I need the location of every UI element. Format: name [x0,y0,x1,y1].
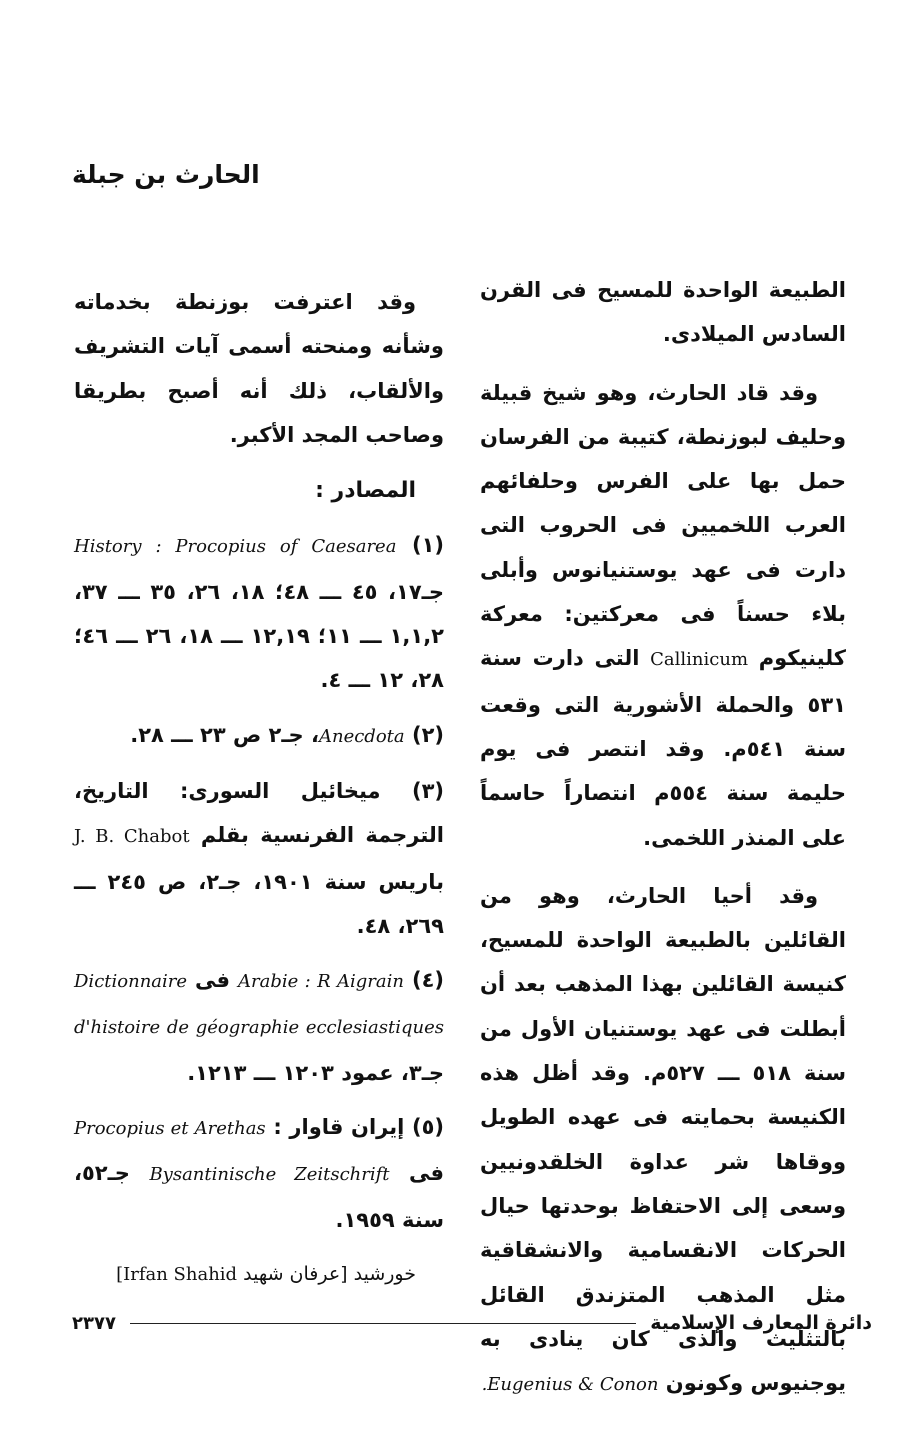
latin-citation: History : Procopius of Caesarea [74,536,397,558]
page-number: ٢٣٧٧ [72,1312,116,1334]
footer-rule [130,1323,636,1324]
paragraph-text: وقد قاد الحارث، وهو شيخ قبيلة وحليف لبوزنطة، كتيبة من الفرسان حمل بها على الفرس وحلفائهم العرب اللخميين فى الحروب التى دارت فى عهد يوستنيانوس وأبلى بلاء حسناً فى معركتين: معركة كلينيكوم [480,380,846,671]
source-number: (٢) [411,722,444,747]
latin-citation: Arabie : R Aigrain [238,971,404,993]
source-text: ، جـ٢ ص ٢٣ ـــ ٢٨. [130,722,319,747]
latin-citation: Procopius et Arethas [74,1118,266,1140]
source-text: ميخائيل السورى: التاريخ، الترجمة الفرنسية بقلم [74,778,445,848]
paragraph-text: التى دارت سنة ٥٣١ والحملة الأشورية التى وقعت سنة ٥٤١م. وقد انتصر فى يوم حليمة سنة ٥٥٤م انتصاراً حاسماً على المنذر اللخمى. [480,646,846,850]
source-entry [74,523,444,702]
paragraph [480,371,846,860]
running-head-title: الحارث بن جبلة [72,160,260,189]
source-entry [74,713,444,759]
latin-citation: Bysantinische Zeitschrift [149,1164,390,1186]
source-entry [74,769,444,948]
source-entry [74,1105,444,1242]
source-number: (١) [411,533,445,558]
source-entry [74,958,444,1095]
source-number: (٥) [411,1115,445,1140]
paragraph-text: وقد أحيا الحارث، وهو من القائلين بالطبيعة الواحدة للمسيح، كنيسة القائلين بهذا المذهب بعد أن أبطلت فى عهد يوستنيان الأول من سنة ٥١٨ ـــ ٥٢٧م. وقد أظل هذه الكنيسة بحمايته فى عهده الطويل ووقاها شر عداوة الخلقدونيين وسعى إلى الاحتفاظ بوحدتها حيال الحركات الانقسامية والانشقاقية مثل المذهب المتزندق القائل بالتثليث والذى كان ينادى به يوجنيوس وكونون [480,883,847,1396]
paragraph: الطبيعة الواحدة للمسيح فى القرن السادس الميلادى. [480,278,846,347]
right-column [480,268,846,1407]
source-text: فى [195,968,231,993]
sources-heading: المصادر : [315,478,416,504]
page-footer [72,1303,872,1343]
latin-term: Callinicum [650,649,749,671]
encyclopedia-title: دائرة المعارف الإسلامية [650,1312,872,1334]
author-name: خورشيد [عرفان شهيد [243,1262,416,1285]
article-author [74,1252,444,1297]
paragraph: وقد اعترفت بوزنطة بخدماته وشأنه ومنحته أسمى آيات التشريف والألقاب، ذلك أنه أصبح بطريقا وصاحب المجد الأكبر. [74,290,444,447]
latin-citation: J. B. Chabot [74,826,190,848]
source-text: جـ٣، عمود ١٢٠٣ ـــ ١٢١٣. [187,1060,444,1085]
left-column [74,280,444,1297]
author-latin: Irfan Shahid] [116,1263,238,1285]
source-text: باريس سنة ١٩٠١، جـ٢، ص ٢٤٥ ـــ ٢٦٩، ٤٨. [74,869,444,938]
source-number: (٤) [411,968,445,993]
latin-citation: Anecdota [318,725,405,747]
source-number: (٣) [411,778,444,803]
source-text: فى [409,1161,445,1186]
source-text: إيران قاوار : [273,1115,405,1140]
latin-citation: Dictionnaire d'histoire de géographie ecclesiastiques [74,971,444,1039]
latin-term: Eugenius & Conon. [481,1374,659,1396]
source-text: جـ٥٢، سنة ١٩٥٩. [74,1161,444,1232]
source-text: جـ١٧، ٤٥ ـــ ٤٨؛ ١٨، ٢٦، ٣٥ ـــ ٣٧، ١,١,٢ ـــ ١١؛ ١٢,١٩ ـــ ١٨، ٢٦ ـــ ٤٦؛ ٢٨، ١٢ ـــ ٤. [74,579,444,693]
